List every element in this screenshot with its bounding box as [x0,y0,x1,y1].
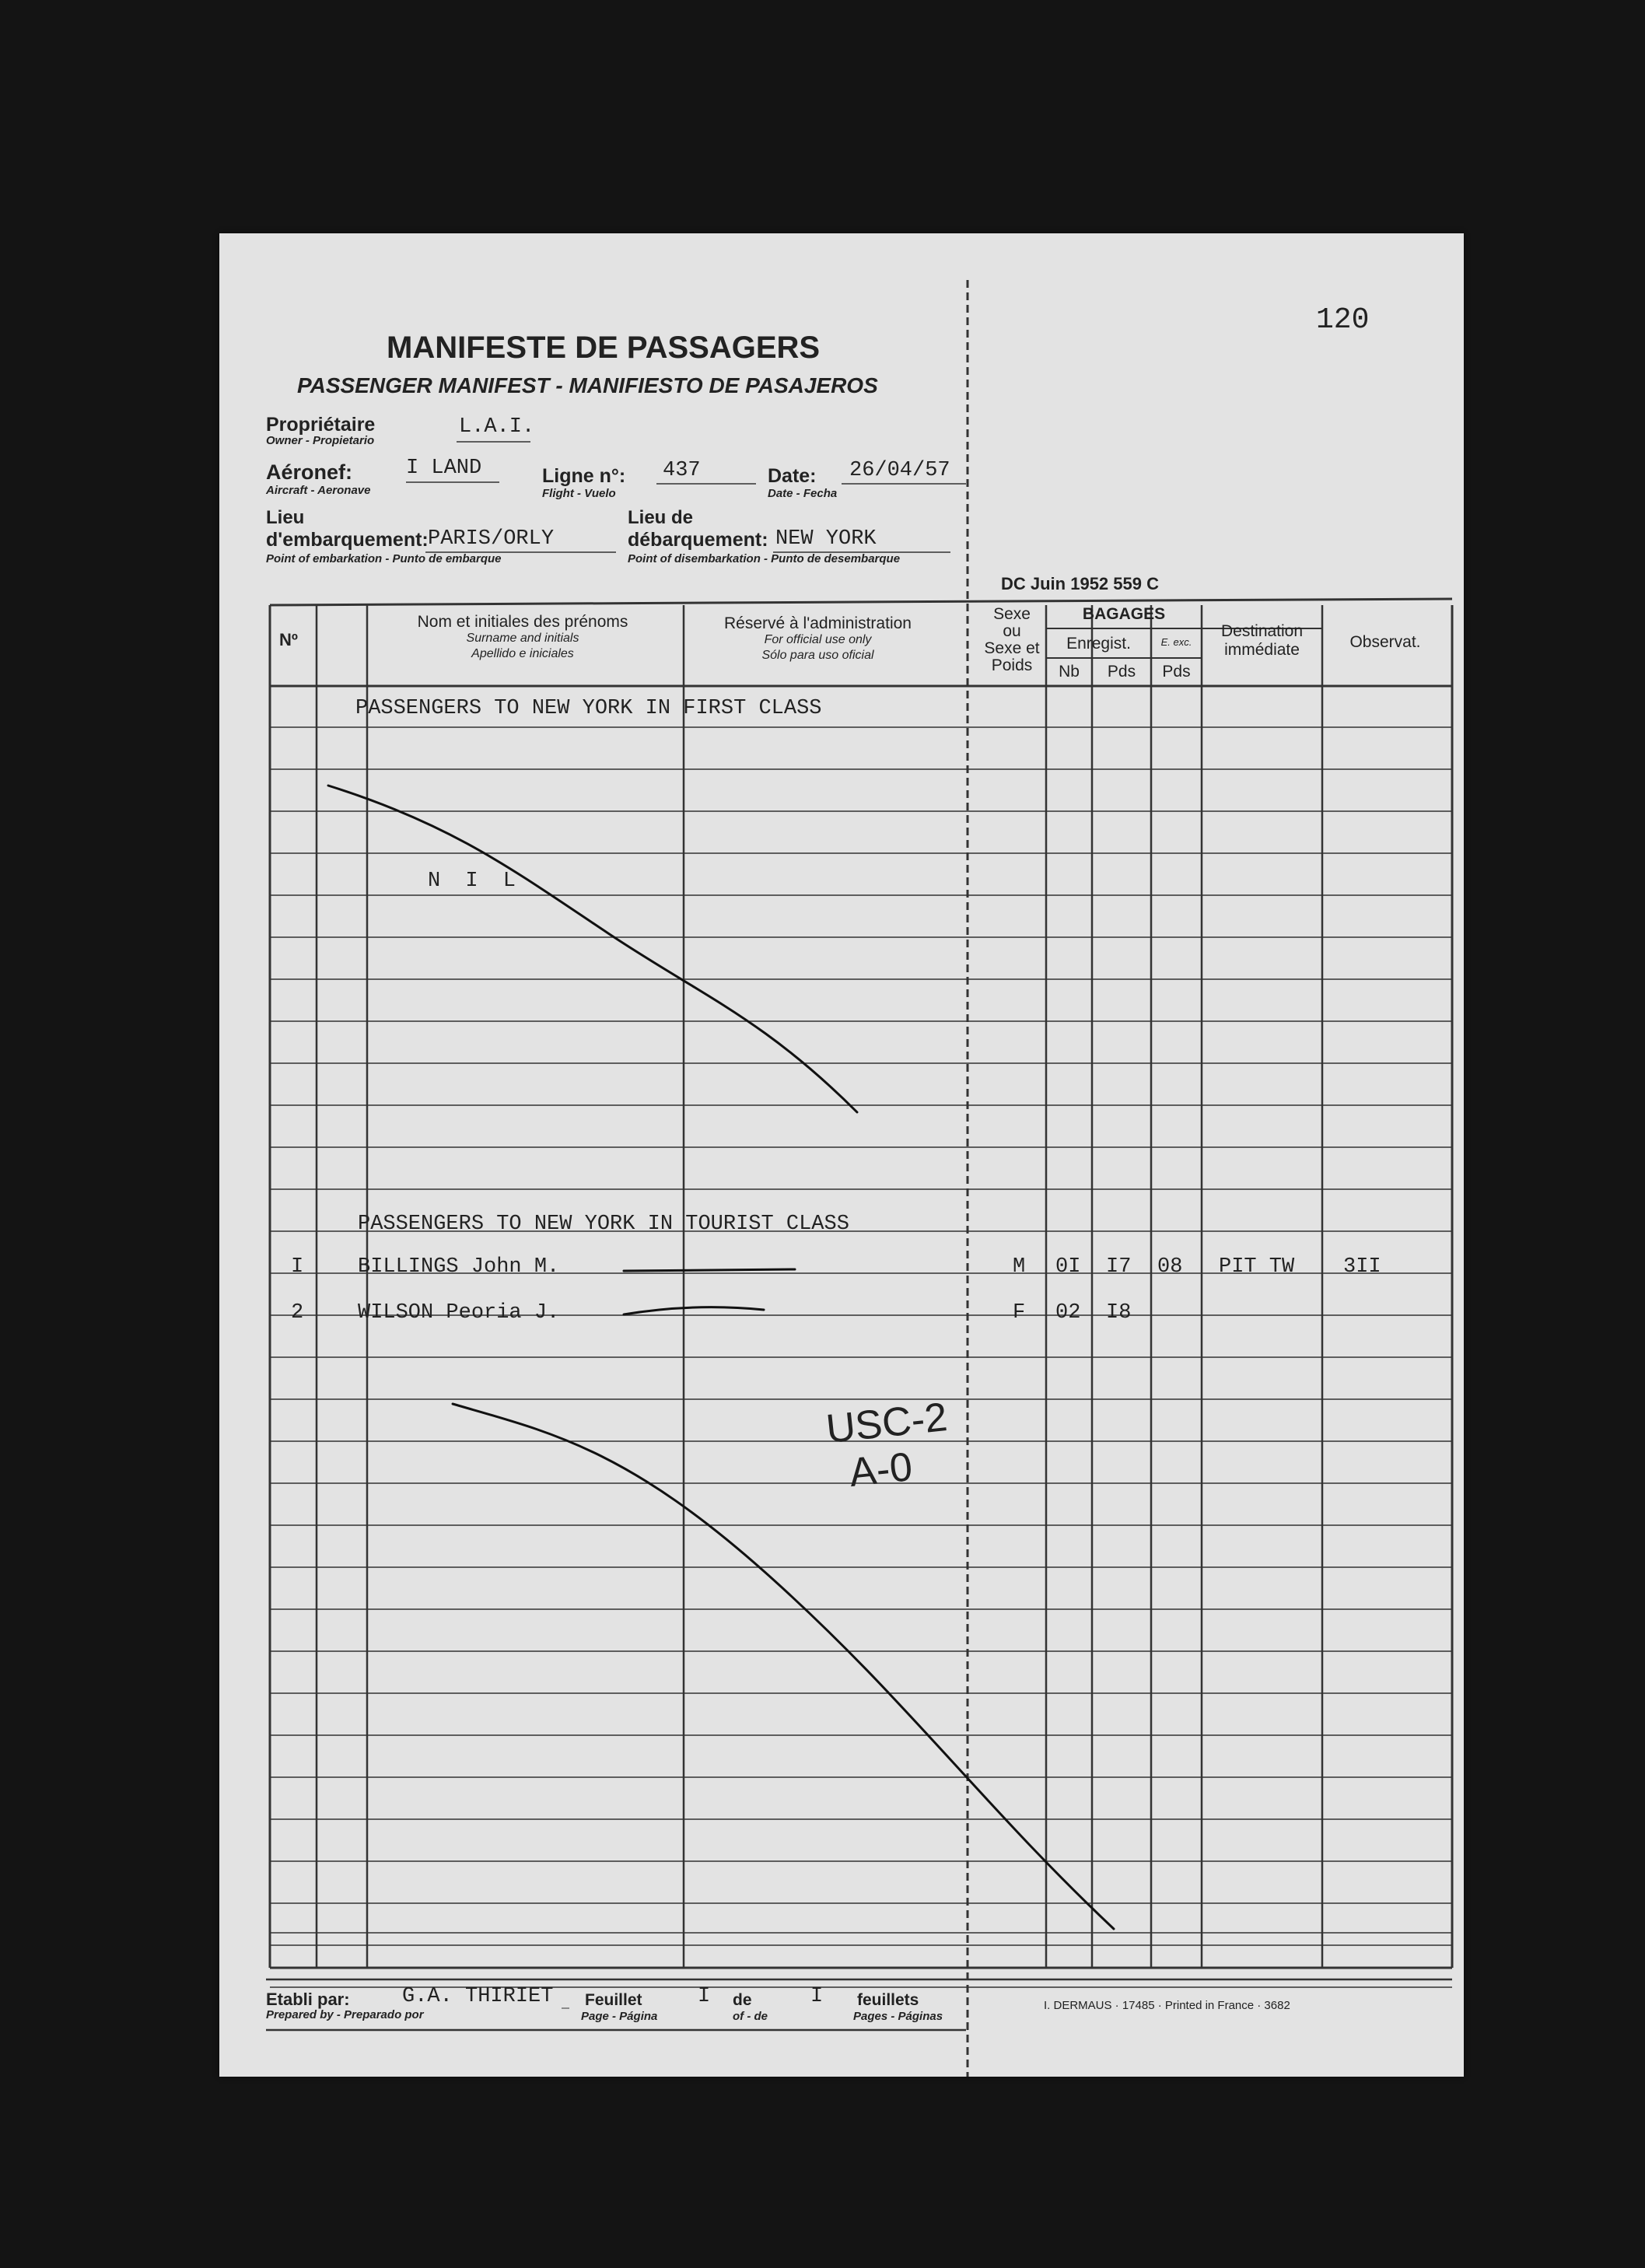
disembarkation-value: NEW YORK [775,527,877,551]
col-no: Nº [279,630,298,649]
embarkation-label-1: Lieu [266,507,305,528]
of-value: I [810,1985,824,2008]
printer-credit: I. DERMAUS · 17485 · Printed in France · 3682 [1044,1999,1290,2012]
handwritten-note-line-2: A-0 [847,1444,915,1496]
passenger-1-remarks: 3II [1343,1255,1381,1279]
first-class-heading: PASSENGERS TO NEW YORK IN FIRST CLASS [355,697,822,720]
col-official-main: Réservé à l'administration [724,614,912,632]
of-label: de [733,1991,752,2009]
owner-sublabel: Owner - Propietario [266,434,375,447]
col-sex-4: Poids [991,656,1033,674]
of-sublabel: of - de [733,2010,768,2023]
col-registered: Enregist. [1066,635,1131,653]
table-top-border [270,599,1452,605]
disembarkation-label-2: débarquement: [628,529,768,551]
handwritten-note-line-1: USC-2 [824,1395,950,1452]
prepared-by-sublabel: Prepared by - Preparado por [266,2008,424,2021]
nil-label: N I L [428,870,523,893]
col-remarks: Observat. [1349,633,1421,651]
embarkation-label-2: d'embarquement: [266,529,429,551]
col-pds-excess: Pds [1162,663,1191,681]
col-sex-1: Sexe [993,605,1031,623]
col-baggage: BAGAGES [1082,605,1166,623]
aircraft-value: I LAND [406,457,482,480]
passenger-2-no: 2 [291,1301,304,1325]
passenger-1-destination: PIT TW [1219,1255,1295,1279]
passenger-1-name: BILLINGS John M. [358,1255,560,1279]
col-destination-2: immédiate [1224,641,1300,659]
tourist-class-heading: PASSENGERS TO NEW YORK IN TOURIST CLASS [358,1213,849,1236]
pen-stroke-passenger-1 [624,1269,795,1271]
page-number: 120 [1316,303,1370,337]
passenger-1-nb: 0I [1055,1255,1081,1279]
passenger-2-sex: F [1013,1301,1026,1325]
col-name-sub1: Surname and initials [466,632,579,645]
col-nb: Nb [1059,663,1080,681]
sheet-value: I [698,1985,711,2008]
pages-label: feuillets [857,1991,919,2009]
form-code: DC Juin 1952 559 C [1001,574,1159,593]
passenger-2-nb: 02 [1055,1301,1081,1325]
owner-label: Propriétaire [266,414,376,436]
embarkation-sublabel: Point of embarkation - Punto de embarque [266,552,502,565]
passenger-2-name: WILSON Peoria J. [358,1301,560,1325]
sheet-sublabel: Page - Página [581,2010,658,2023]
col-name-sub2: Apellido e iniciales [471,647,574,660]
prepared-by-value: G.A. THIRIET [402,1985,554,2008]
col-official-sub2: Sólo para uso oficial [761,649,874,662]
manifest-sheet [219,233,1464,2077]
passenger-2-pds: I8 [1106,1301,1132,1325]
date-value: 26/04/57 [849,459,950,482]
manifest-grid [219,233,1464,2077]
prepared-by-label: Etabli par: [266,1990,350,2009]
col-sex-3: Sexe et [984,639,1040,657]
col-name-main: Nom et initiales des prénoms [417,613,628,631]
page-title: MANIFESTE DE PASSAGERS [387,331,821,365]
aircraft-label: Aéronef: [266,460,353,484]
embarkation-value: PARIS/ORLY [428,527,555,551]
date-sublabel: Date - Fecha [768,487,838,500]
pages-sublabel: Pages - Páginas [853,2010,943,2023]
sheet-label: Feuillet [585,1991,642,2009]
flight-value: 437 [663,459,701,482]
passenger-1-excess: 08 [1157,1255,1183,1279]
pen-stroke-passenger-2 [624,1307,764,1314]
owner-value: L.A.I. [459,415,535,439]
passenger-1-pds: I7 [1106,1255,1132,1279]
col-destination-1: Destination [1220,622,1304,640]
flight-label: Ligne n°: [542,465,626,487]
disembarkation-label-1: Lieu de [628,507,694,528]
passenger-1-no: I [291,1255,304,1279]
date-label: Date: [768,465,817,487]
passenger-1-sex: M [1013,1255,1026,1279]
flight-sublabel: Flight - Vuelo [542,487,616,500]
aircraft-sublabel: Aircraft - Aeronave [266,484,371,497]
col-pds: Pds [1107,663,1136,681]
col-sex-2: ou [1003,622,1021,640]
disembarkation-sublabel: Point of disembarkation - Punto de desembarque [628,552,901,565]
col-excess: E. exc. [1160,636,1192,648]
col-official-sub1: For official use only [764,633,872,646]
page-subtitle: PASSENGER MANIFEST - MANIFIESTO DE PASAJEROS [297,373,878,397]
